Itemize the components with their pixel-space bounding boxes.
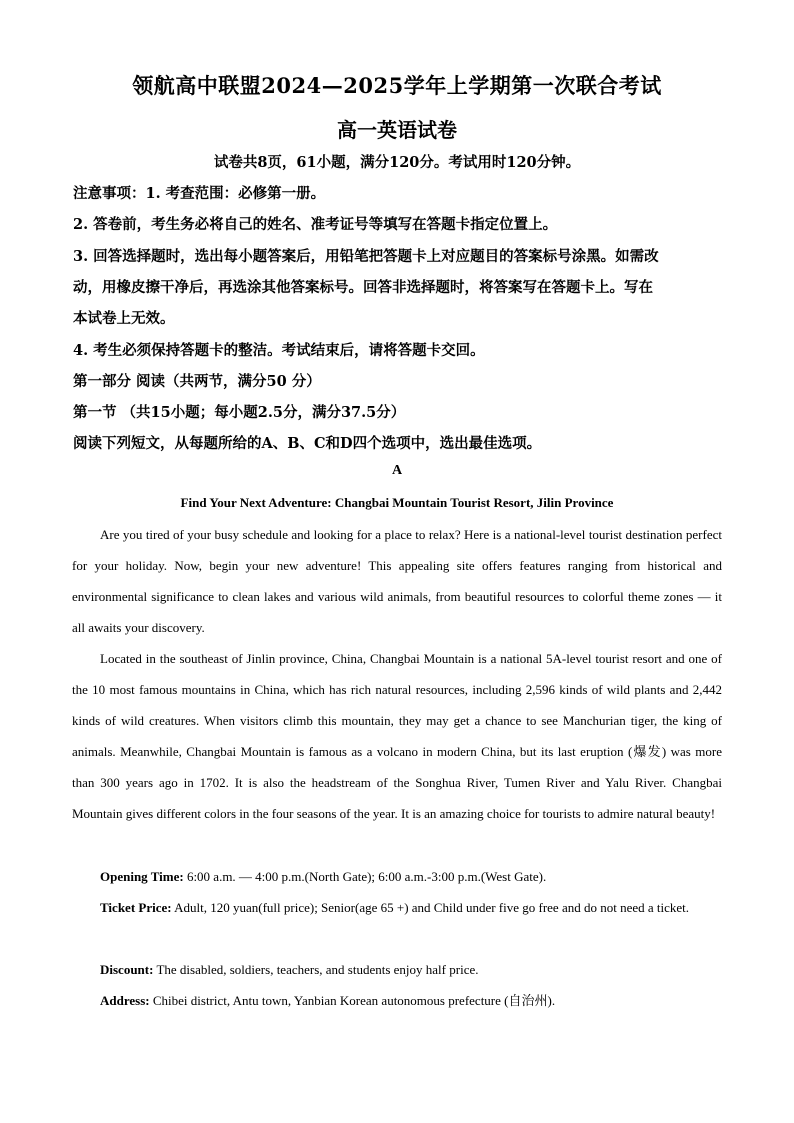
passage-title: Find Your Next Adventure: Changbai Mountain Tourist Resort, Jilin Province [180,495,614,510]
passage-label: A [391,463,403,478]
ticket-price-label: Ticket Price: [100,900,172,915]
note-line: 2. 答卷前，考生务必将自己的姓名、准考证号等填写在答题卡指定位置上。 [73,216,558,233]
note-line: 3. 回答选择题时，选出每小题答案后，用铅笔把答题卡上对应题目的答案标号涂黑。如需改 [73,248,659,265]
passage-paragraph: Are you tired of your busy schedule and looking for a place to relax? Here is a national-level tourist destination perfect for your holiday. Now, begin your new adventure! This appealing site offers features ranging from historical and environmental significance to clean lakes and various wild animals, from beautiful resources to colorful theme zones — it all awaits your discovery. [72,527,722,635]
ticket-price-value: Adult, 120 yuan(full price); Senior(age 65 +) and Child under five go free and do not need a ticket. [171,900,690,915]
ticket-price [72,892,722,923]
passage-paragraph: Located in the southeast of Jinlin province, China, Changbai Mountain is a national 5A-level tourist resort and one of the 10 most famous mountains in China, which has rich natural resources, including 2,596 kinds of wild plants and 2,442 kinds of wild creatures. When visitors climb this mountain, they may get a chance to see Manchurian tiger, the king of animals. Meanwhile, Changbai Mountain is famous as a volcano in modern China, but its last eruption (爆发) was more than 300 years ago in 1702. It is also the headstream of the Songhua River, Tumen River and Yalu River. Changbai Mountain gives different colors in the four seasons of the year. It is an amazing choice for tourists to admire natural beauty! [72,651,722,821]
section-title: 第一节 （共15小题；每小题2.5分，满分37.5分） [73,404,406,421]
address [100,985,722,1016]
address-label: Address: [100,993,150,1008]
opening-time-label: Opening Time: [100,869,184,884]
opening-time-value: 6:00 a.m. — 4:00 p.m.(North Gate); 6:00 a.m.-3:00 p.m.(West Gate). [183,869,547,884]
exam-info: 试卷共8页，61小题，满分120分。考试用时120分钟。 [213,154,581,171]
note-line: 动，用橡皮擦干净后，再选涂其他答案标号。回答非选择题时，将答案写在答题卡上。写在 [73,279,653,296]
discount [100,954,722,985]
note-line: 注意事项：1. 考查范围：必修第一册。 [73,185,326,202]
instruction: 阅读下列短文，从每题所给的A、B、C和D四个选项中，选出最佳选项。 [73,435,542,452]
note-line: 本试卷上无效。 [73,310,175,327]
discount-label: Discount: [100,962,154,977]
discount-value: The disabled, soldiers, teachers, and students enjoy half price. [153,962,479,977]
page-subtitle: 高一英语试卷 [337,118,457,142]
part-title: 第一部分 阅读（共两节，满分50 分） [73,373,321,390]
address-value: Chibei district, Antu town, Yanbian Korean autonomous prefecture (自治州). [149,993,556,1008]
opening-time [100,861,722,892]
page-title: 领航高中联盟2024—2025学年上学期第一次联合考试 [132,73,662,98]
note-line: 4. 考生必须保持答题卡的整洁。考试结束后，请将答题卡交回。 [73,342,485,359]
